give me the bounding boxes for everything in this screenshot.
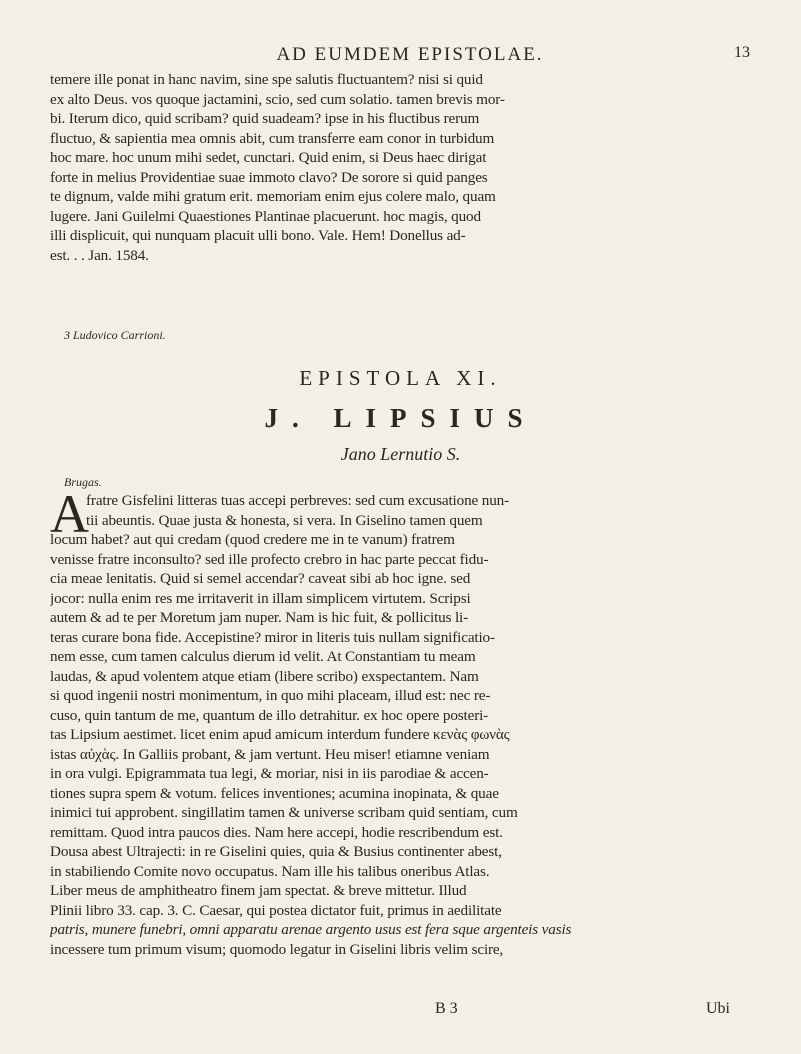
text-line: bi. Iterum dico, quid scribam? quid suadeam? ipse in his fluctibus rerum (50, 110, 480, 127)
epistle-place: Brugas. (64, 475, 102, 489)
drop-cap: A (50, 484, 89, 544)
text-line: lugere. Jani Guilelmi Quaestiones Plantinae placuerunt. hoc magis, quod (50, 207, 481, 225)
text-line: remittam. Quod intra paucos dies. Nam here accepi, hodie rescribendum est. (50, 823, 503, 841)
text-line: in ora vulgi. Epigrammata tua legi, & moriar, nisi in iis parodiae & accen- (50, 765, 489, 782)
epistle-body-text (50, 491, 770, 959)
text-line: autem & ad te per Moretum jam nuper. Nam is hic fuit, & pollicitus li- (50, 609, 469, 626)
epistle-number-heading: EPISTOLA XI. (299, 366, 502, 390)
text-line: jocor: nulla enim res me irritaverit in illam simplicem virtutem. Scripsi (50, 589, 471, 607)
text-line: cia meae lenitatis. Quid si semel accendar? caveat sibi ab hoc igne. sed (50, 570, 471, 587)
text-line: laudas, & apud volentem atque etiam (libere scribo) exspectantem. Nam (50, 667, 479, 685)
epistle-author-heading: J. LIPSIUS (264, 403, 537, 433)
text-line: tiones supra spem & votum. felices inventiones; acumina inopinata, & quae (50, 784, 499, 802)
text-line: Liber meus de amphitheatro finem jam spectat. & breve mittetur. Illud (50, 882, 467, 899)
text-line: ex alto Deus. vos quoque jactamini, scio, sed cum solatio. tamen brevis mor- (50, 90, 505, 108)
footnote: 3 Ludovico Carrioni. (64, 328, 166, 342)
signature-mark: B 3 (435, 1000, 458, 1017)
page-number: 13 (734, 44, 750, 61)
text-line: Plinii libro 33. cap. 3. C. Caesar, qui postea dictator fuit, primus in aedilitate (50, 901, 502, 919)
text-line: si quod ingenii nostri monimentum, in quo mihi placeam, illud est: nec re- (50, 687, 491, 704)
text-line: in stabiliendo Comite novo occupatus. Nam ille his talibus oneribus Atlas. (50, 862, 490, 880)
catchword: Ubi (706, 1000, 730, 1017)
text-line: fratre Gisfelini litteras tuas accepi perbreves: sed cum excusatione nun- (86, 492, 509, 509)
text-line: illi displicuit, qui nunquam placuit ulli bono. Vale. Hem! Donellus ad- (50, 227, 466, 244)
text-line: forte in melius Providentiae suae immoto clavo? De sorore si quid panges (50, 168, 488, 186)
text-line: patris, munere funebri, omni apparatu arenae argento usus est fera sque argenteis vasis (50, 921, 572, 938)
running-title: AD EUMDEM EPISTOLAE. (276, 44, 544, 65)
text-line: inimici tui approbent. singillatim tamen & universe scribam quid sentiam, cum (50, 804, 518, 821)
text-line: venisse fratre inconsulto? sed ille profecto crebro in hac parte peccat fidu- (50, 550, 489, 568)
running-head (60, 44, 760, 66)
text-line: tas Lipsium aestimet. licet enim apud amicum interdum fundere κενὰς φωνὰς (50, 726, 510, 743)
text-line: est. . . Jan. 1584. (50, 246, 149, 264)
text-line: locum habet? aut qui credam (quod credere me in te vanum) fratrem (50, 531, 455, 548)
text-line: tii abeuntis. Quae justa & honesta, si vera. In Giselino tamen quem (86, 511, 483, 529)
text-line: istas αὐχὰς. In Galliis probant, & jam vertunt. Heu miser! etiamne veniam (50, 745, 490, 763)
text-line: teras curare bona fide. Accepistine? miror in literis tuis nullam significatio- (50, 628, 495, 646)
text-line: fluctuo, & sapientia mea omnis abit, cum transferre eam conor in turbidum (50, 129, 495, 147)
page-footer (0, 1000, 801, 1020)
text-line: hoc mare. hoc unum mihi sedet, cunctari. Quid enim, si Deus haec dirigat (50, 149, 487, 166)
text-line: te dignum, valde mihi gratum erit. memoriam enim ejus colere malo, quam (50, 188, 496, 205)
preceding-letter-text (50, 70, 770, 265)
text-line: incessere tum primum visum; quomodo legatur in Giselini libris velim scire, (50, 940, 504, 958)
epistle-recipient: Jano Lernutio S. (340, 444, 461, 464)
text-line: cuso, quin tantum de me, quantum de illo detrahitur. ex hoc opere posteri- (50, 706, 489, 724)
text-line: Dousa abest Ultrajecti: in re Giselini quies, quia & Busius continenter abest, (50, 843, 502, 860)
text-line: temere ille ponat in hanc navim, sine spe salutis fluctuantem? nisi si quid (50, 71, 483, 88)
text-line: nem esse, cum tamen calculus dierum id velit. At Constantiam tu meam (50, 648, 476, 665)
